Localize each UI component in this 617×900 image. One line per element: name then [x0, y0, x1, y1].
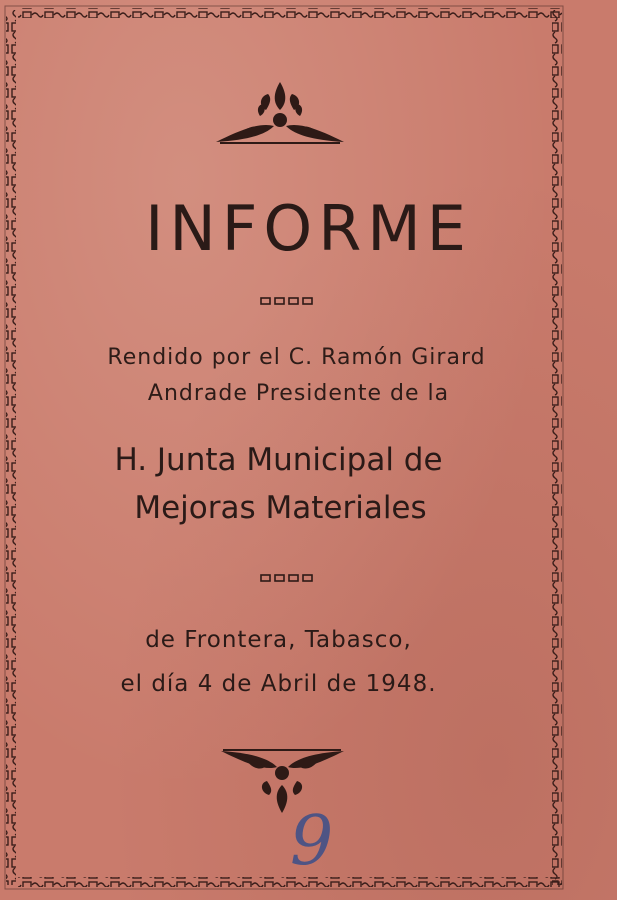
place-line-2: el día 4 de Abril de 1948.	[120, 671, 437, 697]
institution-line-1: H. Junta Municipal de	[114, 442, 443, 478]
handwritten-number	[282, 800, 342, 880]
place-line-1: de Frontera, Tabasco,	[145, 627, 412, 653]
divider-ornament	[259, 296, 315, 306]
subtitle-line-2: Andrade Presidente de la	[147, 381, 450, 406]
institution-line-2: Mejoras Materiales	[134, 490, 427, 526]
divider-ornament-2	[259, 573, 315, 583]
svg-text:9: 9	[290, 802, 334, 880]
document-title: INFORME	[145, 192, 472, 265]
top-floral-ornament	[210, 80, 350, 150]
subtitle-line-1: Rendido por el C. Ramón Girard	[107, 345, 486, 370]
